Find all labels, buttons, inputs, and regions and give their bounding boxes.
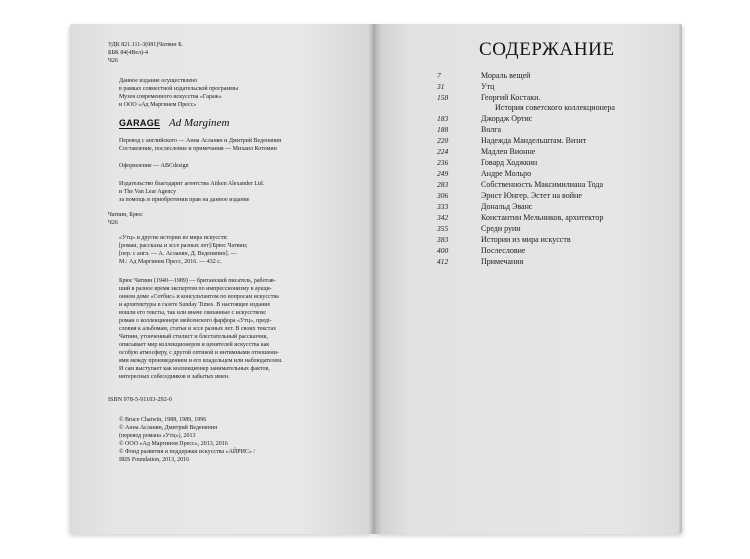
toc-title: Утц [481, 82, 495, 91]
copyright-line: (перевод романа «Утц»), 2013 [119, 433, 196, 439]
toc-entry [437, 125, 677, 136]
design-credit: Оформление — ABCdesign [119, 163, 189, 169]
bibliographic-line: [роман, рассказы и эссе разных лет]/Брюс Чатвин; [119, 243, 248, 249]
annotation-line: онном доме «Сотбис» и консультантом по вопросам искусства [119, 294, 279, 300]
toc-entry [437, 82, 677, 93]
annotation-line: Чатвин, утонченный стилист и блестательный рассказчик, [119, 334, 268, 340]
annotation-line: интересных собеседников и забытых имен. [119, 374, 230, 380]
ad-marginem-logo: Ad Marginem [169, 117, 230, 129]
annotation-line: ями между произведением и его владельцем или наблюдателем. [119, 358, 283, 364]
toc-subtitle: История советского коллекционера [495, 103, 615, 112]
toc-entry [437, 224, 677, 235]
annotation-line: вошли его тексты, так или иначе связанные с искусством: [119, 310, 267, 316]
publication-note-line: и ООО «Ад Маргинем Пресс» [119, 102, 197, 108]
toc-page-number: 7 [437, 71, 441, 80]
author-code: Ч26 [108, 220, 118, 226]
author-mark-line: Ч26 [108, 58, 118, 64]
toc-title: Примечания [481, 257, 524, 266]
annotation-line: словия к альбомам, статьи и эссе разных лет. В своих текстах [119, 326, 277, 332]
toc-entry [437, 202, 677, 213]
bibliographic-line: [пер. с англ. — А. Асланян, Д. Веденяпин]. — [119, 251, 237, 257]
copyright-block [119, 416, 255, 464]
garage-logo: GARAGE [119, 118, 161, 128]
toc-entry [437, 191, 677, 202]
toc-page-number: 183 [437, 114, 449, 123]
toc-entry [437, 114, 677, 125]
copyright-line: IRIS Foundation, 2013, 2016 [119, 457, 190, 463]
toc-entry [437, 246, 677, 257]
right-page [374, 24, 682, 534]
publication-note-line: в рамках совместной издательской программы [119, 86, 238, 92]
bbk-line: ББК 84(4Вел)-4 [108, 50, 149, 56]
toc-entry [437, 71, 677, 82]
toc-page-number: 412 [437, 257, 449, 266]
toc-title: Константин Мельников, архитектор [481, 213, 604, 222]
credit-line: Составление, послесловие и примечания — Михаил Котомин [119, 146, 277, 152]
annotation-line: ший в разное время экспертом по импрессионизму в аукци- [119, 286, 272, 292]
toc-title: Волга [481, 125, 502, 134]
bibliographic-line: М.: Ад Маргинем Пресс, 2016. — 432 с. [119, 259, 222, 265]
toc-page-number: 220 [437, 136, 449, 145]
toc-page-number: 31 [437, 82, 445, 91]
toc-entry [437, 169, 677, 180]
publication-note-line: Музея современного искусства «Гараж» [119, 94, 222, 100]
toc-title: Мадлен Вионне [481, 147, 536, 156]
agency-thanks [119, 180, 264, 204]
left-page [70, 24, 374, 534]
author-name: Чатвин, Брюс [108, 212, 143, 218]
toc-title: Среди руин [481, 224, 521, 233]
toc-page-number: 355 [437, 224, 449, 233]
toc-entry [437, 180, 677, 191]
copyright-line: © Фонд развития и поддержки искусства «АЙРИС» / [119, 449, 256, 455]
publication-note-line: Данное издание осуществлено [119, 78, 198, 84]
toc-page-number: 383 [437, 235, 449, 244]
toc-page-number: 224 [437, 147, 449, 156]
annotation-line: роман о коллекционере мейсенского фарфора «Утц», предi- [119, 318, 272, 324]
toc-page-number: 400 [437, 246, 449, 255]
agency-line: за помощь в приобретении прав на данное издание [119, 197, 250, 203]
copyright-line: © Анна Асланян, Дмитрий Веденяпин [119, 425, 218, 431]
toc-title: Собственность Максимилиана Тода [481, 180, 604, 189]
toc-title: Джордж Ортис [481, 114, 533, 123]
toc-title: Истории из мира искусств [481, 235, 571, 244]
table-of-contents [437, 71, 677, 268]
annotation [119, 277, 283, 381]
bibliographic-record [119, 234, 248, 266]
agency-line: и The Van Lear Agency [119, 189, 177, 195]
toc-page-number: 158 [437, 93, 449, 102]
annotation-line: описывает мир коллекционеров и ценителей искусства как [119, 342, 270, 348]
toc-page-number: 283 [437, 180, 449, 189]
toc-page-number: 236 [437, 158, 449, 167]
annotation-line: Брюс Чатвин (1940—1989) — британский писатель, работав- [119, 278, 276, 284]
annotation-line: особую атмосферу, с другой оптикой и интимными отношени- [119, 350, 279, 356]
toc-title: Георгий Костаки. [481, 93, 541, 102]
toc-title: Надежда Мандельштам. Визит [481, 136, 587, 145]
author-heading [108, 211, 143, 227]
toc-entry [437, 93, 677, 114]
toc-entry [437, 158, 677, 169]
annotation-line: и архитектуры в газете Sunday Times. В настоящее издание [119, 302, 271, 308]
toc-title: Мораль вещей [481, 71, 531, 80]
toc-title: Эрнст Юнгер. Эстет на войне [481, 191, 582, 200]
agency-line: Издательство благодарит агентства Aitken Alexander Ltd. [119, 181, 265, 187]
annotation-line: И сам выступает как коллекционер занимательных фактов, [119, 366, 270, 372]
toc-page-number: 249 [437, 169, 449, 178]
publication-note [119, 77, 238, 109]
translation-credits [119, 137, 281, 153]
toc-entry [437, 257, 677, 268]
toc-title: Дональд Эванс [481, 202, 533, 211]
toc-page-number: 333 [437, 202, 449, 211]
toc-entry [437, 147, 677, 158]
bibliographic-line: «Утц» и другие истории из мира искусств: [119, 235, 228, 241]
toc-title: Послесловие [481, 246, 526, 255]
contents-title: СОДЕРЖАНИЕ [479, 39, 615, 60]
copyright-line: © ООО «Ад Маргинем Пресс», 2013, 2016 [119, 441, 228, 447]
copyright-line: © Bruce Chatwin, 1988, 1989, 1996 [119, 417, 207, 423]
toc-entry [437, 235, 677, 246]
toc-entry [437, 213, 677, 224]
udk-line: УДК 821.111-3(081)Чатвин Б. [108, 42, 184, 48]
toc-title: Говард Ходжкин [481, 158, 538, 167]
isbn: ISBN 978-5-91103-292-0 [108, 396, 172, 403]
toc-page-number: 188 [437, 125, 449, 134]
open-book [70, 24, 682, 534]
credit-line: Перевод с английского — Анна Асланян и Дмитрий Веденяпин [119, 138, 282, 144]
toc-page-number: 306 [437, 191, 449, 200]
udk-block [108, 41, 183, 65]
toc-entry [437, 136, 677, 147]
toc-title: Андре Мольро [481, 169, 532, 178]
toc-page-number: 342 [437, 213, 449, 222]
